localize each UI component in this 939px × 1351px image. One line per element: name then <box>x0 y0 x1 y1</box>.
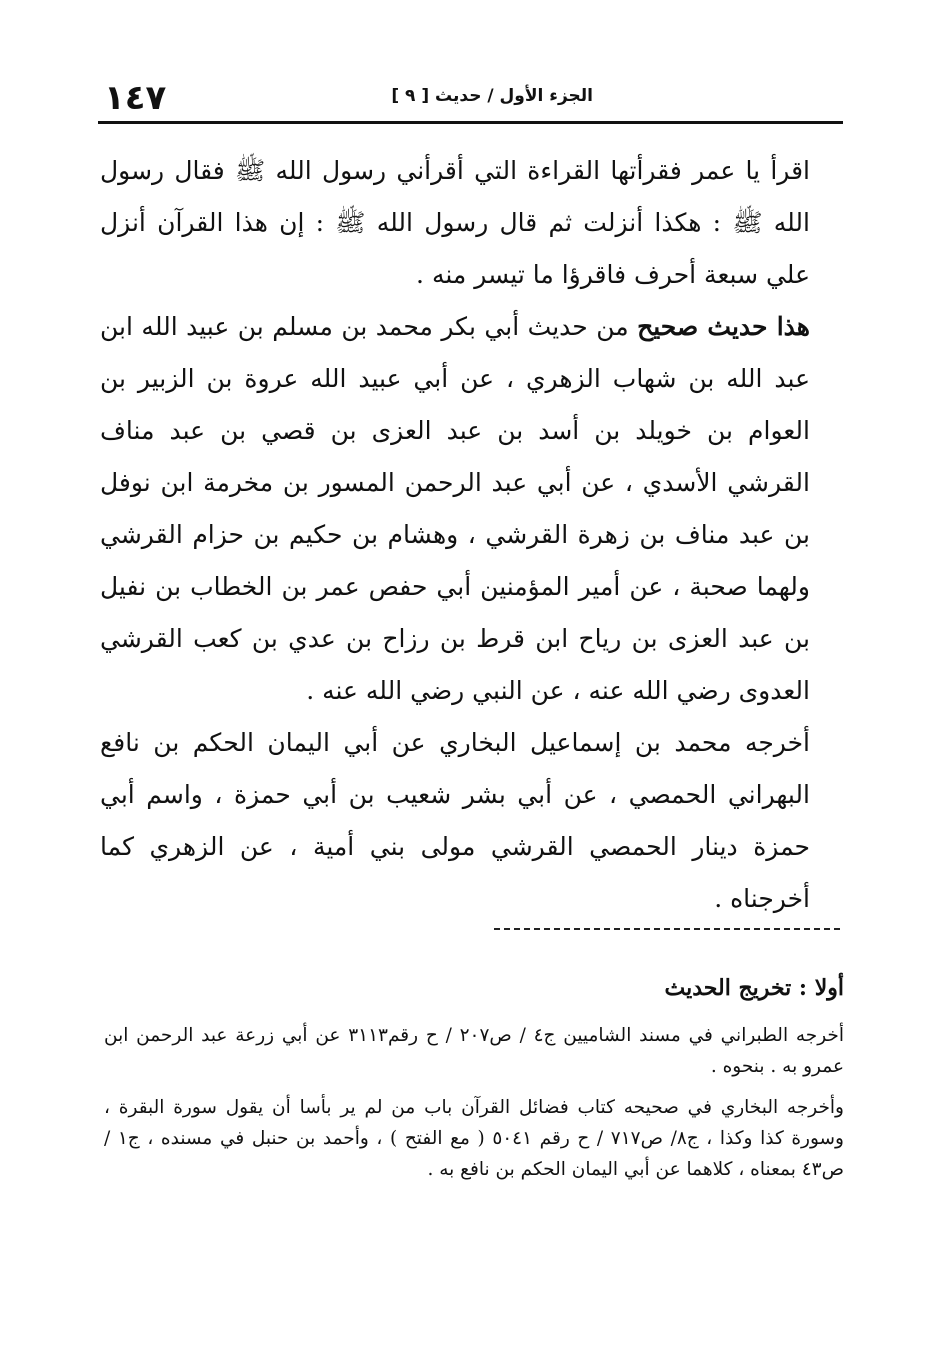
paragraph-isnad <box>100 301 810 717</box>
footnotes <box>104 960 844 1195</box>
grading-lead: هذا حديث صحيح <box>637 312 810 341</box>
footnote-divider <box>494 928 840 930</box>
footnote-tabarani: أخرجه الطبراني في مسند الشاميين ج٤ / ص٢٠٧ / ح رقم٣١١٣ عن أبي زرعة عبد الرحمن ابن عمرو به . بنحوه . <box>104 1025 845 1077</box>
notes-heading: أولا : تخريج الحديث <box>664 975 844 1001</box>
page-header <box>98 74 843 120</box>
page-number: ١٤٧ <box>104 78 167 118</box>
paragraph-hadith-end: اقرأ يا عمر فقرأتها القراءة التي أقرأني رسول الله ﷺ فقال رسول الله ﷺ : هكذا أنزلت ثم قال رسول الله ﷺ : إن هذا القرآن أنزل علي سبعة أحرف فاقرؤا ما تيسر منه . <box>100 156 810 289</box>
isnad-text: من حديث أبي بكر محمد بن مسلم بن عبيد الله ابن عبد الله بن شهاب الزهري ، عن أبي عبيد الله عروة بن الزبير بن العوام بن خويلد بن أسد بن عبد العزى بن قصي بن عبد مناف القرشي الأسدي ، عن أبي عبد الرحمن المسور بن مخرمة ابن نوفل بن عبد مناف بن زهرة القرشي ، وهشام بن حكيم بن حزام القرشي ولهما صحبة ، عن أمير المؤمنين أبي حفص عمر بن الخطاب بن نفيل بن عبد العزى بن رياح ابن قرط بن رزاح بن عدي بن كعب القرشي العدوى رضي الله عنه ، عن النبي رضي الله عنه . <box>100 312 810 705</box>
paragraph-takhrij-summary: أخرجه محمد بن إسماعيل البخاري عن أبي اليمان الحكم بن نافع البهراني الحمصي ، عن أبي بشر شعيب بن أبي حمزة ، واسم أبي حمزة دينار الحمصي القرشي مولى بني أمية ، عن الزهري كما أخرجناه . <box>100 728 810 913</box>
running-head: الجزء الأول / حديث [ ٩ ] <box>391 86 593 106</box>
header-rule <box>98 121 843 124</box>
main-text <box>100 145 810 925</box>
footnote-bukhari: وأخرجه البخاري في صحيحه كتاب فضائل القرآن باب من لم ير بأسا أن يقول سورة البقرة ، وسورة كذا وكذا ، ج٨/ ص٧١٧ / ح رقم ٥٠٤١ ( مع الفتح ) ، وأحمد بن حنبل في مسنده ، ج١ / ص٤٣ بمعناه ، كلاهما عن أبي اليمان الحكم بن نافع به . <box>104 1097 844 1180</box>
